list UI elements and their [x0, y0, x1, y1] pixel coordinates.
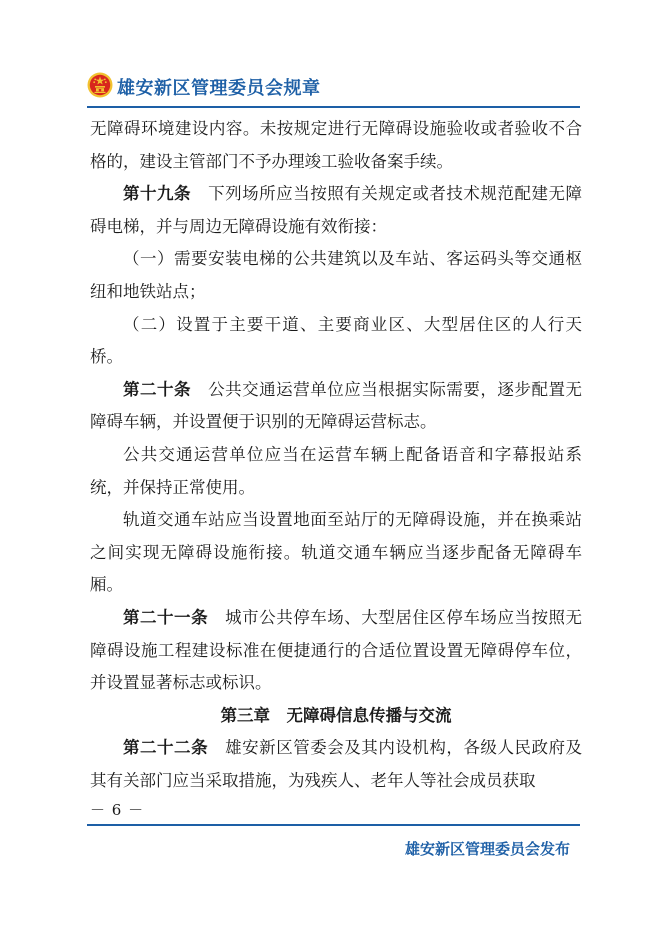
paragraph	[90, 243, 582, 308]
paragraph	[90, 113, 582, 178]
paragraph-text: 公共交通运营单位应当在运营车辆上配备语音和字幕报站系统，并保持正常使用。	[90, 444, 582, 497]
article-heading: 第二十条	[123, 379, 192, 399]
paragraph-text: 轨道交通车站应当设置地面至站厅的无障碍设施，并在换乘站之间实现无障碍设施衔接。轨道交通车辆应当逐步配备无障碍车厢。	[90, 510, 582, 595]
document-body	[90, 113, 582, 797]
paragraph-article-22	[90, 732, 582, 797]
paragraph-article-21	[90, 602, 582, 700]
page-number: － 6 －	[90, 801, 145, 819]
paragraph-text: 公共交通运营单位应当根据实际需要，逐步配置无障碍车辆，并设置便于识别的无障碍运营标志。	[90, 379, 583, 432]
article-heading: 第二十一条	[123, 607, 209, 627]
footer-divider	[87, 824, 580, 826]
paragraph-text: 雄安新区管委会及其内设机构，各级人民政府及其有关部门应当采取措施，为残疾人、老年人等社会成员获取	[90, 738, 583, 790]
paragraph-text: （一）需要安装电梯的公共建筑以及车站、客运码头等交通枢纽和地铁站点；	[90, 249, 582, 301]
chapter-heading: 第三章 无障碍信息传播与交流	[220, 705, 452, 725]
paragraph-article-19	[90, 178, 582, 243]
paragraph-text: （二）设置于主要干道、主要商业区、大型居住区的人行天桥。	[90, 314, 582, 367]
paragraph-text: 城市公共停车场、大型居住区停车场应当按照无障碍设施工程建设标准在便捷通行的合适位置设置无障碍停车位，并设置显著标志或标识。	[90, 607, 583, 693]
paragraph	[90, 439, 582, 504]
national-emblem-icon	[87, 72, 113, 98]
article-heading: 第二十二条	[123, 738, 209, 758]
footer-publisher: 雄安新区管理委员会发布	[404, 840, 570, 858]
paragraph-text: 无障碍环境建设内容。未按规定进行无障碍设施验收或者验收不合格的，建设主管部门不予办理竣工验收备案手续。	[90, 119, 582, 171]
paragraph	[90, 504, 582, 602]
header-divider	[87, 106, 580, 108]
paragraph	[90, 309, 582, 374]
article-heading: 第十九条	[123, 184, 192, 204]
paragraph-article-20	[90, 374, 582, 439]
document-header	[87, 70, 580, 106]
header-title: 雄安新区管理委员会规章	[117, 78, 321, 99]
paragraph-text: 下列场所应当按照有关规定或者技术规范配建无障碍电梯，并与周边无障碍设施有效衔接：	[90, 184, 583, 236]
